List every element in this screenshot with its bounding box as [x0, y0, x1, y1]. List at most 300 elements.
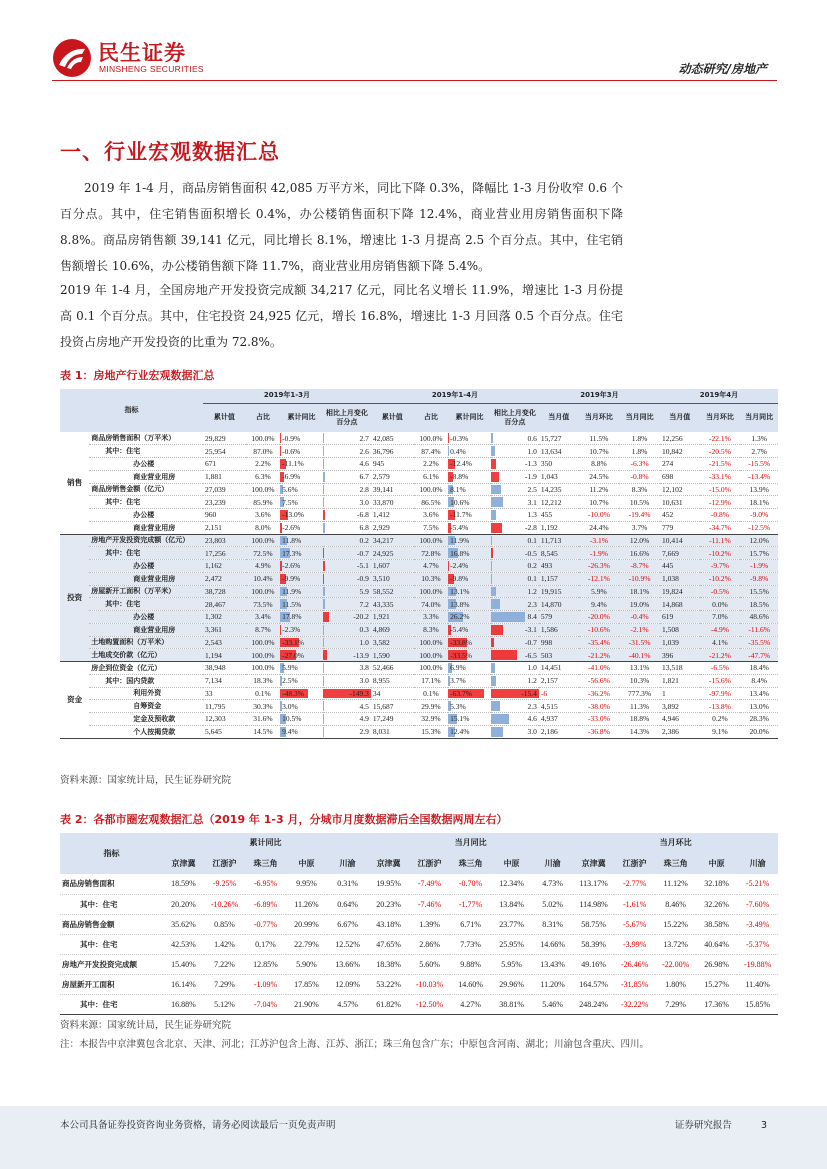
- data-value: 13.1%: [619, 662, 660, 675]
- data-value: 2.3: [527, 701, 537, 711]
- data-value: -10.0%: [579, 509, 620, 522]
- data-bar-cell: [491, 611, 539, 624]
- data-bar-cell: [491, 700, 539, 713]
- data-value: 777.3%: [619, 687, 660, 700]
- row-label: 办公楼: [89, 509, 203, 522]
- data-value: 1,590: [371, 649, 414, 662]
- footer-report-type: 证券研究报告: [674, 1120, 732, 1131]
- column-header: 累计值: [371, 403, 414, 432]
- data-value: -63.7%: [450, 688, 472, 698]
- data-value: -13.0%: [282, 510, 305, 520]
- data-value: 8.3%: [619, 483, 660, 496]
- row-label: 商业营业用房: [89, 470, 203, 483]
- data-value: 16.6%: [619, 547, 660, 560]
- data-value: 26.2%: [450, 612, 470, 622]
- data-value: 274: [660, 458, 700, 471]
- data-value: -3.49%: [737, 914, 778, 934]
- row-label: 房地产开发投资完成额（亿元）: [89, 534, 203, 547]
- data-bar-cell: [323, 547, 371, 560]
- data-bar: [491, 663, 495, 673]
- table-row: [60, 560, 778, 573]
- group-header: 2019年3月: [539, 389, 660, 403]
- data-value: -33.1%: [700, 470, 741, 483]
- table-row: [60, 725, 778, 738]
- data-bar-cell: [491, 470, 539, 483]
- data-value: 11.9%: [450, 535, 470, 545]
- data-value: 579: [539, 611, 579, 624]
- row-label: 其中：住宅: [60, 934, 163, 954]
- data-value: 86.5%: [414, 496, 448, 509]
- data-bar: [323, 497, 324, 507]
- data-value: -20.2: [353, 612, 369, 622]
- data-bar-cell: [323, 623, 371, 636]
- data-value: 85.9%: [246, 496, 280, 509]
- data-value: 9.88%: [450, 954, 491, 974]
- data-bar: [323, 676, 324, 686]
- data-value: -15.4: [521, 688, 537, 698]
- data-value: 619: [660, 611, 700, 624]
- data-value: 35.62%: [163, 914, 204, 934]
- data-value: 10,414: [660, 534, 700, 547]
- data-value: 8,545: [539, 547, 579, 560]
- data-value: 12.52%: [327, 934, 368, 954]
- data-bar-cell: [491, 598, 539, 611]
- data-bar-cell: [491, 687, 539, 700]
- data-value: 20.99%: [286, 914, 327, 934]
- report-section-label: 动态研究/房地产: [678, 62, 767, 76]
- data-value: 7.2: [359, 599, 369, 609]
- column-header: 累计值: [203, 403, 246, 432]
- data-value: -0.6%: [282, 446, 301, 456]
- data-value: -11.7%: [450, 510, 472, 520]
- row-label: 商品房销售面积: [60, 874, 163, 894]
- data-value: -36.8%: [579, 725, 620, 738]
- group-header: 2019年1-3月: [203, 389, 371, 403]
- data-value: 0.1: [527, 535, 537, 545]
- data-value: -1.9%: [579, 547, 620, 560]
- row-label: 土地购置面积（万平米）: [89, 636, 203, 649]
- data-value: -40.1%: [619, 649, 660, 662]
- data-value: 14,868: [660, 598, 700, 611]
- data-value: 18.3%: [246, 674, 280, 687]
- data-value: 0.1%: [414, 687, 448, 700]
- data-value: 4.6: [359, 459, 369, 469]
- data-value: 11.9%: [282, 586, 302, 596]
- data-value: -15.0%: [700, 483, 741, 496]
- data-value: -33.1%: [282, 637, 305, 647]
- region-header: 江浙沪: [204, 852, 245, 874]
- data-bar-cell: [448, 623, 491, 636]
- data-value: 12.4%: [450, 727, 470, 737]
- data-value: 0.6: [527, 433, 537, 443]
- data-bar-cell: [280, 445, 323, 458]
- data-value: 1.42%: [204, 934, 245, 954]
- data-bar-cell: [280, 496, 323, 509]
- logo-text-cn: 民生证券: [98, 41, 186, 65]
- data-bar: [491, 587, 496, 597]
- data-value: 1,192: [539, 521, 579, 534]
- data-value: 38.58%: [696, 914, 737, 934]
- data-bar: [491, 561, 492, 571]
- data-value: -5.21%: [737, 874, 778, 894]
- data-bar-cell: [491, 521, 539, 534]
- region-header: 川渝: [532, 852, 573, 874]
- data-value: -9.25%: [204, 874, 245, 894]
- data-value: 8.7%: [246, 623, 280, 636]
- data-bar-cell: [491, 560, 539, 573]
- data-value: -3.99%: [614, 934, 655, 954]
- data-value: -2.77%: [614, 874, 655, 894]
- data-value: -7.60%: [737, 894, 778, 914]
- data-bar-cell: [448, 598, 491, 611]
- data-value: 17.1%: [414, 674, 448, 687]
- data-value: 2.86%: [409, 934, 450, 954]
- data-value: 15.5%: [740, 585, 778, 598]
- data-bar: [323, 701, 324, 711]
- data-bar: [280, 433, 281, 443]
- data-value: -1.3: [525, 459, 537, 469]
- group-header: 2019年1-4月: [371, 389, 539, 403]
- data-bar-cell: [323, 662, 371, 675]
- data-value: -12.1%: [579, 572, 620, 585]
- data-value: 0.1%: [246, 687, 280, 700]
- data-value: 4,946: [660, 713, 700, 726]
- data-value: 11.3%: [619, 700, 660, 713]
- table-row: [60, 598, 778, 611]
- data-value: 1,157: [539, 572, 579, 585]
- data-value: 4.9: [359, 714, 369, 724]
- data-value: 2,186: [539, 725, 579, 738]
- data-value: -2.1%: [619, 623, 660, 636]
- data-value: 14.5%: [246, 725, 280, 738]
- data-value: 29.96%: [491, 974, 532, 994]
- data-bar: [323, 472, 325, 482]
- data-value: 350: [539, 458, 579, 471]
- data-value: 5.60%: [409, 954, 450, 974]
- region-header: 中原: [491, 852, 532, 874]
- data-value: -11.1%: [700, 534, 741, 547]
- data-value: -3.1: [525, 625, 537, 635]
- data-bar-cell: [491, 509, 539, 522]
- data-value: 10,631: [660, 496, 700, 509]
- data-value: -0.8%: [700, 509, 741, 522]
- data-value: -6: [539, 687, 579, 700]
- table-row: [60, 713, 778, 726]
- data-value: 100.0%: [414, 636, 448, 649]
- data-value: 14,451: [539, 662, 579, 675]
- data-bar: [323, 727, 324, 737]
- data-value: 4,937: [539, 713, 579, 726]
- data-value: 1,508: [660, 623, 700, 636]
- table-row: [60, 611, 778, 624]
- row-label: 其中：住宅: [89, 547, 203, 560]
- data-value: 17,249: [371, 713, 414, 726]
- data-bar-cell: [448, 636, 491, 649]
- data-value: 15.40%: [163, 954, 204, 974]
- data-value: 114.98%: [573, 894, 614, 914]
- data-bar-cell: [448, 572, 491, 585]
- data-value: 0.0%: [700, 598, 741, 611]
- data-value: -0.70%: [450, 874, 491, 894]
- region-header: 川渝: [327, 852, 368, 874]
- data-bar-cell: [323, 496, 371, 509]
- data-value: 38,948: [203, 662, 246, 675]
- data-value: 6.1%: [414, 470, 448, 483]
- data-bar-cell: [280, 674, 323, 687]
- data-bar-cell: [280, 509, 323, 522]
- data-value: 10.4%: [246, 572, 280, 585]
- data-value: 2.6: [359, 446, 369, 456]
- data-value: 4.7%: [414, 560, 448, 573]
- table1-source: 资料来源：国家统计局，民生证券研究院: [60, 775, 232, 786]
- data-bar-cell: [491, 483, 539, 496]
- data-bar: [323, 561, 325, 571]
- data-value: -0.77%: [245, 914, 286, 934]
- data-value: 2.2%: [246, 458, 280, 471]
- data-value: -20.5%: [700, 445, 741, 458]
- group-header: 累计同比: [163, 833, 368, 852]
- data-value: 4,869: [371, 623, 414, 636]
- data-value: -10.2%: [700, 547, 741, 560]
- data-value: -15.5%: [740, 458, 778, 471]
- data-value: 40.64%: [696, 934, 737, 954]
- data-bar-cell: [491, 585, 539, 598]
- data-value: 34: [371, 687, 414, 700]
- data-value: 18.5%: [740, 598, 778, 611]
- data-bar: [323, 446, 324, 456]
- data-value: 0.85%: [204, 914, 245, 934]
- table-row: [60, 623, 778, 636]
- data-value: 53.22%: [368, 974, 409, 994]
- region-header: 中原: [286, 852, 327, 874]
- data-value: -47.7%: [740, 649, 778, 662]
- macro-data-table: [60, 389, 778, 739]
- data-value: 3,892: [660, 700, 700, 713]
- data-value: -12.5%: [740, 521, 778, 534]
- data-value: 15.85%: [737, 994, 778, 1014]
- data-value: 8.0%: [246, 521, 280, 534]
- data-value: 23,803: [203, 534, 246, 547]
- column-header: 当月同比: [740, 403, 778, 432]
- data-value: 100.0%: [414, 534, 448, 547]
- data-bar-cell: [323, 483, 371, 496]
- data-value: 28.3%: [740, 713, 778, 726]
- data-value: -1.77%: [450, 894, 491, 914]
- data-value: 10.7%: [579, 445, 620, 458]
- data-bar-cell: [323, 598, 371, 611]
- data-value: 1.2: [527, 586, 537, 596]
- row-label: 商业营业用房: [89, 623, 203, 636]
- data-bar: [491, 714, 509, 724]
- table-row: [60, 572, 778, 585]
- data-bar-cell: [491, 572, 539, 585]
- data-value: 100.0%: [414, 649, 448, 662]
- data-value: 12.34%: [491, 874, 532, 894]
- table-row: [60, 547, 778, 560]
- data-value: 3.3%: [414, 611, 448, 624]
- data-value: 18.38%: [368, 954, 409, 974]
- data-bar: [323, 599, 325, 609]
- table-row: [60, 662, 778, 675]
- column-header: 当月环比: [579, 403, 620, 432]
- data-value: 2,543: [203, 636, 246, 649]
- data-value: -20.0%: [579, 611, 620, 624]
- data-value: 12,256: [660, 432, 700, 445]
- data-value: 0.2%: [700, 713, 741, 726]
- data-value: 14.66%: [532, 934, 573, 954]
- data-bar-cell: [448, 585, 491, 598]
- data-value: 2,579: [371, 470, 414, 483]
- data-bar: [323, 433, 324, 443]
- data-value: -7.04%: [245, 994, 286, 1014]
- data-value: 671: [203, 458, 246, 471]
- data-value: 2,472: [203, 572, 246, 585]
- region-header: 川渝: [737, 852, 778, 874]
- data-bar: [491, 701, 500, 711]
- region-header: 中原: [696, 852, 737, 874]
- data-value: -6.95%: [245, 874, 286, 894]
- row-label: 办公楼: [89, 560, 203, 573]
- data-value: 12.0%: [740, 534, 778, 547]
- data-value: 32.26%: [696, 894, 737, 914]
- data-value: 1.3%: [740, 432, 778, 445]
- data-value: -0.8%: [619, 470, 660, 483]
- data-value: -4.9%: [700, 623, 741, 636]
- data-value: 8.1%: [450, 484, 466, 494]
- table-row: [60, 432, 778, 445]
- data-value: -1.09%: [245, 974, 286, 994]
- table-row: [60, 585, 778, 598]
- row-label: 其中：住宅: [89, 496, 203, 509]
- data-value: -22.1%: [700, 432, 741, 445]
- data-value: 11.20%: [532, 974, 573, 994]
- data-value: -56.6%: [579, 674, 620, 687]
- data-bar-cell: [280, 560, 323, 573]
- data-value: 0.31%: [327, 874, 368, 894]
- row-label: 房企到位资金（亿元）: [89, 662, 203, 675]
- data-bar: [491, 612, 525, 622]
- data-value: -5.37%: [737, 934, 778, 954]
- data-value: 5.6%: [282, 484, 298, 494]
- data-value: 17.3%: [282, 548, 302, 558]
- data-value: 5.3%: [450, 701, 466, 711]
- data-value: -12.50%: [409, 994, 450, 1014]
- data-value: 18.8%: [619, 713, 660, 726]
- data-value: 5.12%: [204, 994, 245, 1014]
- data-value: 445: [660, 560, 700, 573]
- data-value: 25,954: [203, 445, 246, 458]
- table-row: [60, 470, 778, 483]
- data-value: 100.0%: [246, 432, 280, 445]
- data-value: 7,134: [203, 674, 246, 687]
- row-label: 商业营业用房: [89, 572, 203, 585]
- data-value: 1.0: [359, 637, 369, 647]
- data-bar: [491, 548, 493, 558]
- data-value: -0.7: [357, 548, 369, 558]
- data-bar: [491, 459, 496, 469]
- data-value: 13.1%: [450, 586, 470, 596]
- data-value: 33: [203, 687, 246, 700]
- data-value: -2.6%: [282, 523, 301, 533]
- data-value: 100.0%: [246, 534, 280, 547]
- table2-indicator-header: 指标: [60, 833, 163, 874]
- data-bar-cell: [280, 521, 323, 534]
- table-row: [60, 994, 778, 1014]
- data-value: -21.5%: [700, 458, 741, 471]
- data-value: 13.8%: [450, 599, 470, 609]
- section-label: 销售: [60, 432, 89, 534]
- table-row: [60, 674, 778, 687]
- data-value: 24.4%: [579, 521, 620, 534]
- data-value: -36.2%: [579, 687, 620, 700]
- data-value: 5.46%: [532, 994, 573, 1014]
- data-value: 10.3%: [619, 674, 660, 687]
- data-value: 87.4%: [414, 445, 448, 458]
- data-value: 58.75%: [573, 914, 614, 934]
- data-value: 4.6: [527, 714, 537, 724]
- data-value: 7.22%: [204, 954, 245, 974]
- data-value: 7.5%: [414, 521, 448, 534]
- table1-title: 表 1：房地产行业宏观数据汇总: [60, 369, 215, 382]
- data-value: -11.1%: [282, 459, 304, 469]
- data-value: -5.1: [357, 561, 369, 571]
- data-value: 100.0%: [246, 585, 280, 598]
- data-bar-cell: [280, 662, 323, 675]
- data-value: 503: [539, 649, 579, 662]
- row-label: 土地成交价款（亿元）: [89, 649, 203, 662]
- data-value: 11.26%: [286, 894, 327, 914]
- column-header: 相比上月变化百分点: [491, 403, 539, 432]
- data-value: 6.3%: [246, 470, 280, 483]
- data-value: 0.2: [527, 561, 537, 571]
- footer-disclaimer: 本公司具备证券投资咨询业务资格，请务必阅读最后一页免责声明: [60, 1120, 336, 1131]
- data-value: 17.85%: [286, 974, 327, 994]
- data-value: -10.2%: [700, 572, 741, 585]
- data-bar-cell: [491, 432, 539, 445]
- data-value: -26.3%: [579, 560, 620, 573]
- data-value: -6.89%: [245, 894, 286, 914]
- data-value: 248.24%: [573, 994, 614, 1014]
- data-value: 31.6%: [246, 713, 280, 726]
- table-row: [60, 894, 778, 914]
- data-value: 0.64%: [327, 894, 368, 914]
- data-bar: [491, 510, 496, 520]
- data-value: 7.73%: [450, 934, 491, 954]
- data-value: 5.02%: [532, 894, 573, 914]
- data-bar-cell: [491, 713, 539, 726]
- data-value: 5.90%: [286, 954, 327, 974]
- data-bar-cell: [323, 636, 371, 649]
- data-value: 12.09%: [327, 974, 368, 994]
- data-bar: [491, 676, 496, 686]
- data-value: 13,634: [539, 445, 579, 458]
- data-bar-cell: [491, 547, 539, 560]
- data-value: 15.7%: [740, 547, 778, 560]
- region-header: 江浙沪: [409, 852, 450, 874]
- data-value: 5.9%: [282, 663, 298, 673]
- data-value: 12,102: [660, 483, 700, 496]
- row-label: 商品房销售面积（万平米）: [89, 432, 203, 445]
- table-row: [60, 700, 778, 713]
- data-bar: [491, 433, 493, 443]
- data-value: 0.1: [527, 574, 537, 584]
- data-value: 3.7%: [619, 521, 660, 534]
- data-value: 15,727: [539, 432, 579, 445]
- data-value: -2.3%: [282, 625, 301, 635]
- column-header: 当月同比: [619, 403, 660, 432]
- data-value: -8.7%: [619, 560, 660, 573]
- data-value: -10.26%: [204, 894, 245, 914]
